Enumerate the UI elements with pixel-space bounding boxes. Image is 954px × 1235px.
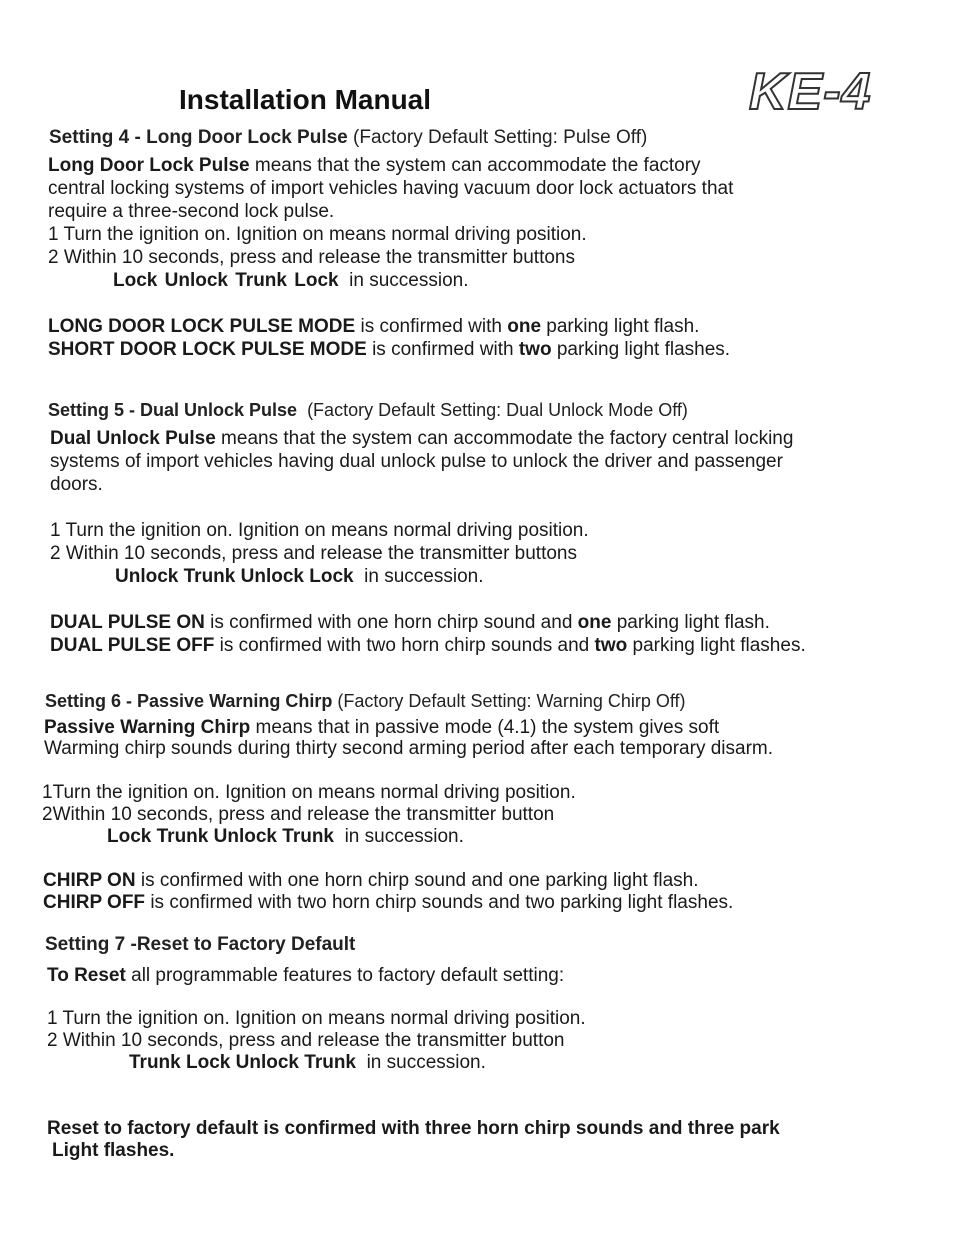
setting6-description (44, 717, 773, 759)
setting5-desc-line1: means that the system can accommodate the factory central locking (215, 428, 794, 449)
setting5-button-sequence: Unlock Trunk Unlock Lock (115, 566, 354, 587)
confirm-text: is confirmed with (366, 339, 519, 360)
confirm-text: is confirmed with two horn chirp sounds and (214, 635, 595, 656)
setting6-chirp-on: CHIRP ON (43, 870, 136, 891)
setting6-confirmations (43, 870, 733, 914)
setting5-steps (50, 519, 589, 588)
setting4-sequence-suffix: in succession. (349, 270, 469, 291)
setting7-confirmation (47, 1118, 780, 1162)
setting4-desc-line1: means that the system can accommodate the factory (249, 155, 701, 176)
setting5-step1: 1 Turn the ignition on. Ignition on means normal driving position. (50, 520, 589, 541)
setting4-mode-short: SHORT DOOR LOCK PULSE MODE (48, 339, 367, 360)
confirm-text: is confirmed with two horn chirp sounds and two parking light flashes. (145, 892, 734, 913)
setting5-title: Setting 5 - Dual Unlock Pulse (48, 400, 298, 420)
confirm-text: parking light flash. (611, 612, 770, 633)
setting6-heading (45, 691, 686, 712)
setting6-steps (42, 782, 576, 848)
setting7-button-sequence: Trunk Lock Unlock Trunk (129, 1052, 356, 1073)
setting5-heading (48, 400, 688, 421)
confirm-text: is confirmed with one horn chirp sound and one parking light flash. (135, 870, 699, 891)
setting7-step2: 2 Within 10 seconds, press and release the transmitter button (47, 1030, 565, 1051)
page-title: Installation Manual (179, 84, 432, 115)
setting5-pulse-off: DUAL PULSE OFF (50, 635, 215, 656)
setting7-description (47, 964, 564, 987)
setting6-sequence-suffix: in succession. (344, 826, 464, 847)
setting6-desc-line2: Warming chirp sounds during thirty second arming period after each temporary disarm. (44, 738, 774, 759)
count-one: one (507, 316, 542, 337)
setting7-step1: 1 Turn the ignition on. Ignition on means normal driving position. (47, 1008, 586, 1029)
setting5-desc-line2: systems of import vehicles having dual unlock pulse to unlock the driver and passenger (50, 451, 783, 472)
setting6-title: Setting 6 - Passive Warning Chirp (45, 691, 333, 711)
count-two: two (594, 635, 628, 656)
setting7-title: Setting 7 -Reset to Factory Default (45, 934, 356, 955)
setting6-term: Passive Warning Chirp (44, 717, 251, 738)
setting7-steps (47, 1008, 586, 1074)
setting4-step1: 1 Turn the ignition on. Ignition on means normal driving position. (48, 224, 587, 245)
setting4-mode-long: LONG DOOR LOCK PULSE MODE (48, 316, 356, 337)
confirm-text: is confirmed with (355, 316, 508, 337)
setting5-desc-line3: doors. (50, 474, 103, 495)
setting4-title: Setting 4 - Long Door Lock Pulse (49, 127, 348, 148)
setting7-confirm-line1: Reset to factory default is confirmed with three horn chirp sounds and three park (47, 1118, 780, 1139)
setting6-default: (Factory Default Setting: Warning Chirp Off) (337, 691, 686, 711)
setting4-desc-line3: require a three-second lock pulse. (48, 201, 335, 222)
setting5-sequence-suffix: in succession. (364, 566, 484, 587)
setting6-step1: 1Turn the ignition on. Ignition on means normal driving position. (42, 782, 576, 803)
confirm-text: parking light flashes. (627, 635, 806, 656)
setting7-heading (45, 934, 355, 956)
model-logo: KE-4 (749, 63, 872, 121)
setting6-desc-line1: means that in passive mode (4.1) the system gives soft (250, 717, 720, 738)
setting7-sequence-suffix: in succession. (366, 1052, 486, 1073)
confirm-text: is confirmed with one horn chirp sound and (204, 612, 578, 633)
setting7-desc-line1: all programmable features to factory default setting: (125, 965, 565, 986)
setting5-description (50, 427, 793, 496)
setting5-default: (Factory Default Setting: Dual Unlock Mode Off) (307, 400, 688, 420)
setting4-confirmations (48, 315, 730, 361)
setting4-description (48, 154, 733, 292)
setting4-desc-line2: central locking systems of import vehicles having vacuum door lock actuators that (48, 178, 734, 199)
count-one: one (577, 612, 612, 633)
setting4-button-sequence: Lock Unlock Trunk Lock (113, 270, 339, 291)
setting4-default: (Factory Default Setting: Pulse Off) (353, 127, 648, 148)
setting6-chirp-off: CHIRP OFF (43, 892, 146, 913)
count-two: two (518, 339, 552, 360)
confirm-text: parking light flashes. (551, 339, 731, 360)
setting6-step2: 2Within 10 seconds, press and release the transmitter button (42, 804, 555, 825)
setting5-confirmations (50, 611, 806, 657)
setting5-term: Dual Unlock Pulse (50, 428, 216, 449)
setting4-heading (49, 127, 647, 149)
setting6-button-sequence: Lock Trunk Unlock Trunk (107, 826, 334, 847)
setting5-pulse-on: DUAL PULSE ON (50, 612, 205, 633)
confirm-text: parking light flash. (541, 316, 700, 337)
setting7-confirm-line2: Light flashes. (52, 1140, 175, 1161)
setting4-step2: 2 Within 10 seconds, press and release the transmitter buttons (48, 247, 575, 268)
setting7-term: To Reset (47, 965, 126, 986)
setting4-term: Long Door Lock Pulse (48, 155, 250, 176)
setting5-step2: 2 Within 10 seconds, press and release the transmitter buttons (50, 543, 577, 564)
